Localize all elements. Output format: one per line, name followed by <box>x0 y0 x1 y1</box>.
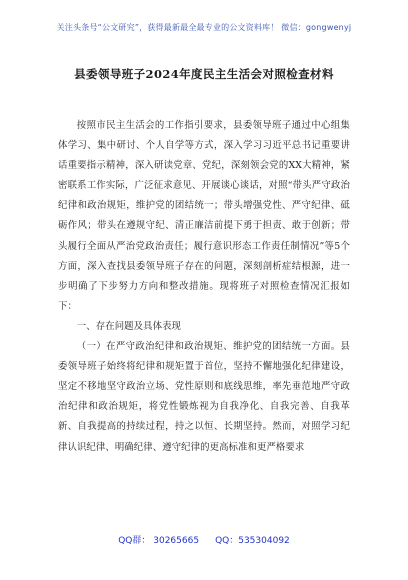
intro-paragraph: 按照市民主生活会的工作指引要求，县委领导班子通过中心组集体学习、集中研讨、个人自学等方式，深入学习习近平总书记重要讲话重要指示精神，深入研读党章、党纪，深刻领会党的XX大精神，紧密联系工作实际，广泛征求意见、开展谈心谈话，对照“带头严守政治纪律和政治规矩，维护党的团结统一；带头增强党性、严守纪律、砥砺作风；带头在遵规守纪、清正廉洁前提下勇于担责、敢于创新；带头履行全面从严治党政治责任；履行意识形态工作责任制情况”等5个方面，深入查找县委领导班子存在的问题，深刻剖析症结根源，进一步明确了下步努力方向和整改措施。现将班子对照检查情况汇报如下： <box>58 120 350 312</box>
subsection-paragraph: （一）在严守政治纪律和政治规矩、维护党的团结统一方面。县委领导班子始终将纪律和规矩置于首位，坚持不懈地强化纪律建设，坚定不移地坚守政治立场、党性原则和底线思维，率先垂范地严守政治纪律和政治规矩，将党性锻炼视为自我净化、自我完善、自我革新、自我提高的持续过程，持之以恒、长期坚持。然而，对照学习纪律认识纪律、明确纪律、遵守纪律的更高标准和更严格要求 <box>58 341 350 453</box>
footer-banner <box>0 533 408 546</box>
header-banner: 关注头条号“公文研究”，获得最新最全最专业的公文资料库！ 微信：gongwenyj <box>56 23 352 32</box>
section-heading: 一、存在问题及具体表现 <box>76 320 182 332</box>
document-title: 县委领导班子2024年度民主生活会对照检查材料 <box>74 67 334 81</box>
footer-qq-number: QQ：535304092 <box>215 536 290 546</box>
footer-qq-group: QQ群： 30265665 <box>118 536 200 546</box>
document-body <box>58 116 350 458</box>
